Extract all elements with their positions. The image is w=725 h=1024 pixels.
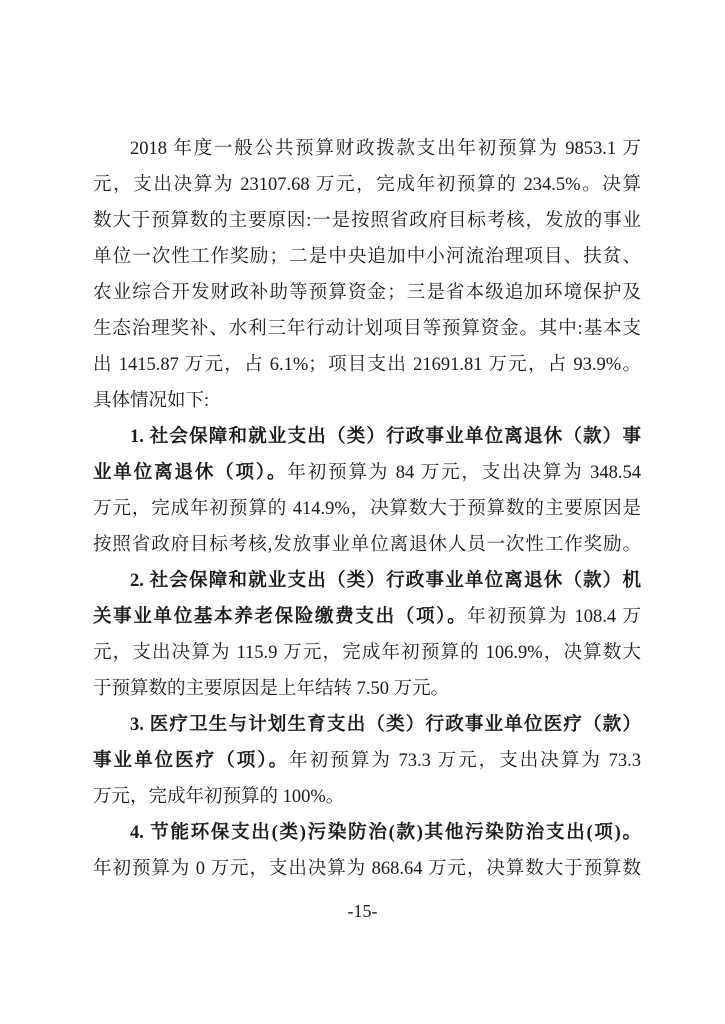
text-line: 数大于预算数的主要原因:一是按照省政府目标考核，发放的事业	[93, 211, 641, 231]
item-body-text: 年初预算为 73.3 万元，支出决算为 73.3	[289, 751, 641, 771]
paragraph-item-4	[93, 815, 641, 887]
text-line: 万元，完成年初预算的 414.9%，决算数大于预算数的主要原因是	[93, 499, 641, 519]
paragraph-item-3	[93, 707, 641, 815]
text-line: 年初预算为 0 万元，支出决算为 868.64 万元，决算数大于预算数	[93, 859, 641, 879]
text-line: 出 1415.87 万元，占 6.1%；项目支出 21691.81 万元，占 93.9%。	[93, 355, 641, 375]
item-heading-line: 1. 社会保障和就业支出（类）行政事业单位离退休（款）事	[130, 427, 641, 447]
item-heading-text: 事业单位医疗（项）。	[93, 751, 290, 771]
text-line	[93, 455, 641, 491]
item-heading-line: 3. 医疗卫生与计划生育支出（类）行政事业单位医疗（款）	[130, 715, 641, 735]
paragraph-item-1	[93, 419, 641, 563]
item-heading-text: 关事业单位基本养老保险缴费支出（项）。	[93, 607, 468, 627]
text-line	[93, 599, 641, 635]
text-line: 2018 年度一般公共预算财政拨款支出年初预算为 9853.1 万	[130, 139, 641, 159]
paragraph-item-2	[93, 563, 641, 707]
text-line: 元，支出决算为 23107.68 万元，完成年初预算的 234.5%。决算	[93, 175, 641, 195]
item-heading-line: 4. 节能环保支出(类)污染防治(款)其他污染防治支出(项)。	[130, 823, 641, 843]
text-line: 具体情况如下:	[93, 391, 210, 411]
paragraph-summary	[93, 131, 641, 419]
text-line: 生态治理奖补、水利三年行动计划项目等预算资金。其中:基本支	[93, 319, 641, 339]
item-body-text: 年初预算为 108.4 万	[467, 607, 641, 627]
page-number: -15-	[347, 901, 378, 921]
text-line: 按照省政府目标考核,发放事业单位离退休人员一次性工作奖励。	[93, 535, 641, 555]
text-line: 农业综合开发财政补助等预算资金；三是省本级追加环境保护及	[93, 283, 641, 303]
text-line: 元，支出决算为 115.9 万元，完成年初预算的 106.9%，决算数大	[93, 643, 641, 663]
text-line	[93, 743, 641, 779]
text-line: 于预算数的主要原因是上年结转 7.50 万元。	[93, 679, 450, 699]
item-heading-line: 2. 社会保障和就业支出（类）行政事业单位离退休（款）机	[130, 571, 641, 591]
item-body-text: 年初预算为 84 万元，支出决算为 348.54	[287, 463, 641, 483]
text-line: 单位一次性工作奖励；二是中央追加中小河流治理项目、扶贫、	[93, 247, 641, 267]
document-body	[93, 131, 641, 887]
text-line: 万元，完成年初预算的 100%。	[93, 787, 345, 807]
item-heading-text: 业单位离退休（项）。	[93, 463, 288, 483]
